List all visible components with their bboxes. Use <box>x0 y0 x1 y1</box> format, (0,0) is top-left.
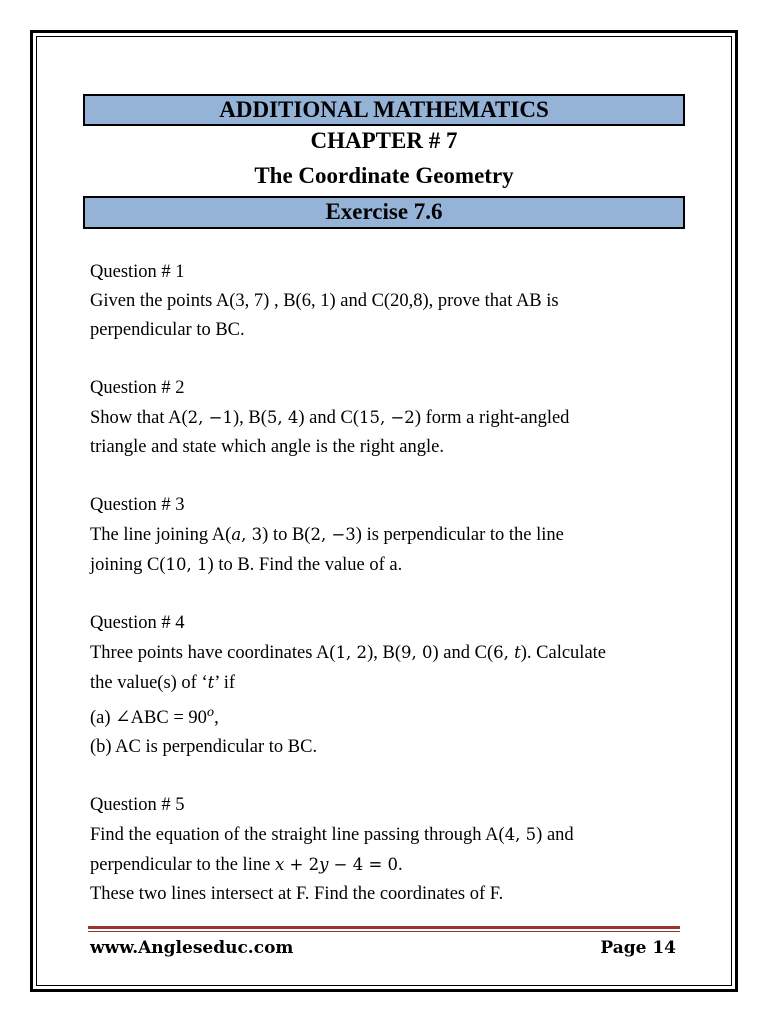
math-coordinate: 5, 4 <box>266 408 299 427</box>
math-variable: a <box>231 525 242 544</box>
question-text: perpendicular to the line x + 2y − 4 = 0. <box>90 855 403 876</box>
question-title: Question # 5 <box>90 795 185 816</box>
question-text: Given the points A(3, 7) , B(6, 1) and C(20,8), prove that AB is <box>90 291 559 311</box>
question-text: Three points have coordinates A(1, 2), B(9, 0) and C(6, t). Calculate <box>90 643 607 663</box>
math-coordinate: 1, 2 <box>335 643 368 662</box>
question-title: Question # 1 <box>90 262 185 282</box>
question-text: These two lines intersect at F. Find the coordinates of F. <box>90 884 504 905</box>
math-coordinate: 2, −3 <box>310 525 356 544</box>
question-5 <box>90 791 690 909</box>
question-4 <box>90 609 690 762</box>
question-text: triangle and state which angle is the right angle. <box>90 437 444 457</box>
question-text: The line joining A(a, 3) to B(2, −3) is perpendicular to the line <box>90 525 564 545</box>
topic-heading: The Coordinate Geometry <box>254 163 514 188</box>
chapter-heading: CHAPTER # 7 <box>310 128 458 153</box>
question-text: Find the equation of the straight line passing through A(4, 5) and <box>90 825 574 846</box>
math-variable: t <box>207 673 215 692</box>
math-variable: x <box>274 855 285 875</box>
question-text: perpendicular to BC. <box>90 320 245 340</box>
math-coordinate: 9, 0 <box>400 643 433 662</box>
math-coordinate: 4, 5 <box>504 825 537 845</box>
question-2 <box>90 374 690 462</box>
degree-superscript: o <box>206 705 215 719</box>
exercise-title: Exercise 7.6 <box>325 199 443 224</box>
question-1 <box>90 258 690 345</box>
question-part-a: (a) ∠ABC = $90^o$, <box>90 705 219 729</box>
footer-divider-thin <box>88 931 680 932</box>
footer-page-number: Page 14 <box>600 938 676 958</box>
math-coordinate: 2, −1 <box>187 408 233 427</box>
math-coordinate: 15, −2 <box>359 408 415 427</box>
math-variable: y <box>319 855 329 875</box>
question-title: Question # 2 <box>90 378 185 398</box>
math-coordinate: 10, 1 <box>165 555 208 574</box>
question-text: joining C(10, 1) to B. Find the value of a. <box>90 555 403 575</box>
question-text: Show that A(2, −1), B(5, 4) and C(15, −2) form a right-angled <box>90 408 570 428</box>
question-text: the value(s) of ‘t’ if <box>90 673 235 693</box>
question-part-b: (b) AC is perpendicular to BC. <box>90 737 318 758</box>
questions-list <box>90 258 690 938</box>
subject-banner <box>83 94 685 126</box>
question-title: Question # 3 <box>90 495 185 515</box>
exercise-banner <box>83 196 685 229</box>
question-title: Question # 4 <box>90 613 185 633</box>
math-variable: t <box>514 643 521 662</box>
footer-divider <box>88 926 680 929</box>
subject-title: ADDITIONAL MATHEMATICS <box>219 97 549 122</box>
footer-website: www.Angleseduc.com <box>90 938 294 958</box>
question-3 <box>90 491 690 580</box>
